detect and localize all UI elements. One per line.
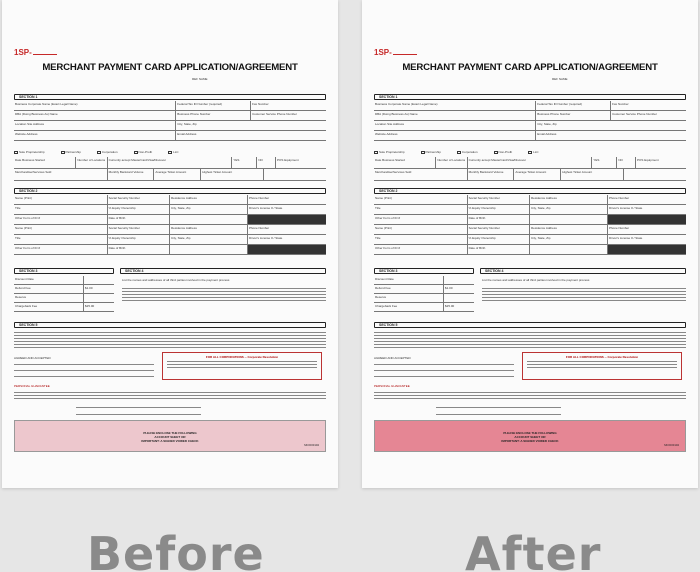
section-1-grid: Business Corporate Name (Exact Legal Name) Federal Tax ID Number (required) Fax Number DBA (Doing Business As) Name Business Phone Number Customer Service Phone Number Location Site Address City, State, Zip Website Address Email Address [374, 101, 686, 141]
entity-type-checkboxes: Sole Proprietorship Partnership Corporation Non-Profit LLC [14, 150, 326, 154]
signature-lines [374, 362, 514, 379]
section-4-bar: SECTION 4 [120, 268, 326, 274]
section-2-grid: Name (Print) Social Security Number Residence Address Phone Number Title % Equity Ownership City, State, Zip Driver's License # / State Other Form of ID # Date of Birth Name (Print) Social Security Number Residence Address Phone Number Title % Equity Ownership City, State, Zip Driver's License # / State Other Form of ID # Date of Birth [374, 195, 686, 255]
ref-label: REF NAME [192, 77, 208, 81]
section-3-bar: SECTION 3 [374, 268, 474, 274]
form-title: MERCHANT PAYMENT CARD APPLICATION/AGREEMENT [42, 62, 298, 73]
form-number: 1SP- [374, 48, 417, 57]
entity-type-checkboxes: Sole Proprietorship Partnership Corporation Non-Profit LLC [374, 150, 686, 154]
agreed-label: AGREED AND ACCEPTED [14, 356, 51, 360]
section-1-bar: SECTION 1 [14, 94, 326, 100]
section-2-bar: SECTION 2 [14, 188, 326, 194]
section-4-bar: SECTION 4 [480, 268, 686, 274]
before-label: Before [87, 527, 265, 572]
business-info-grid: Date Business Started Number of Locations Currently accept MasterCard/Visa/Discover YES NO POS Equipment Merchandise/Services Sold Monthly Bankcard Volume Average Ticket Amount Highest Ticket Amount [14, 157, 326, 181]
third-parties-lines [482, 286, 686, 303]
section-1-grid: Business Corporate Name (Exact Legal Name) Federal Tax ID Number (required) Fax Number DBA (Doing Business As) Name Business Phone Number Customer Service Phone Number Location Site Address City, State, Zip Website Address Email Address [14, 101, 326, 141]
agreement-text [374, 330, 686, 350]
personal-guarantee: PERSONAL GUARANTEE [14, 384, 50, 388]
form-number: 1SP- [14, 48, 57, 57]
signature-lines [14, 362, 154, 379]
after-document [362, 0, 698, 488]
third-parties-text: List the names and addresses of all third parties involved in the payment process [122, 278, 230, 282]
corporate-resolution-box: FOR ALL CORPORATIONS -- Corporate Resolution [162, 352, 322, 380]
section-3-bar: SECTION 3 [14, 268, 114, 274]
third-parties-text: List the names and addresses of all third parties involved in the payment process [482, 278, 590, 282]
enclosure-notice: PLEASE ENCLOSE THE FOLLOWING ACCOUNT SHEET OR IMPORTANT: A SIGNED VOIDED CHECK MCDO0104 [374, 420, 686, 452]
section-5-bar: SECTION 5 [14, 322, 326, 328]
third-parties-lines [122, 286, 326, 303]
ref-label: REF NAME [552, 77, 568, 81]
guarantee-lines [374, 390, 686, 417]
personal-guarantee: PERSONAL GUARANTEE [374, 384, 410, 388]
section-5-bar: SECTION 5 [374, 322, 686, 328]
form-title: MERCHANT PAYMENT CARD APPLICATION/AGREEMENT [402, 62, 658, 73]
agreement-text [14, 330, 326, 350]
pricing-grid: Discount Rate Refund Fee $1.00 Reserve Chargeback Fee $25.00 [14, 276, 114, 312]
section-2-bar: SECTION 2 [374, 188, 686, 194]
pricing-grid: Discount Rate Refund Fee $1.00 Reserve Chargeback Fee $25.00 [374, 276, 474, 312]
section-2-grid: Name (Print) Social Security Number Residence Address Phone Number Title % Equity Ownership City, State, Zip Driver's License # / State Other Form of ID # Date of Birth Name (Print) Social Security Number Residence Address Phone Number Title % Equity Ownership City, State, Zip Driver's License # / State Other Form of ID # Date of Birth [14, 195, 326, 255]
after-label: After [465, 527, 602, 572]
agreed-label: AGREED AND ACCEPTED [374, 356, 411, 360]
before-document [2, 0, 338, 488]
section-1-bar: SECTION 1 [374, 94, 686, 100]
business-info-grid: Date Business Started Number of Locations Currently accept MasterCard/Visa/Discover YES NO POS Equipment Merchandise/Services Sold Monthly Bankcard Volume Average Ticket Amount Highest Ticket Amount [374, 157, 686, 181]
enclosure-notice: PLEASE ENCLOSE THE FOLLOWING ACCOUNT SHEET OR IMPORTANT: A SIGNED VOIDED CHECK MCDO0104 [14, 420, 326, 452]
corporate-resolution-box: FOR ALL CORPORATIONS -- Corporate Resolution [522, 352, 682, 380]
guarantee-lines [14, 390, 326, 417]
